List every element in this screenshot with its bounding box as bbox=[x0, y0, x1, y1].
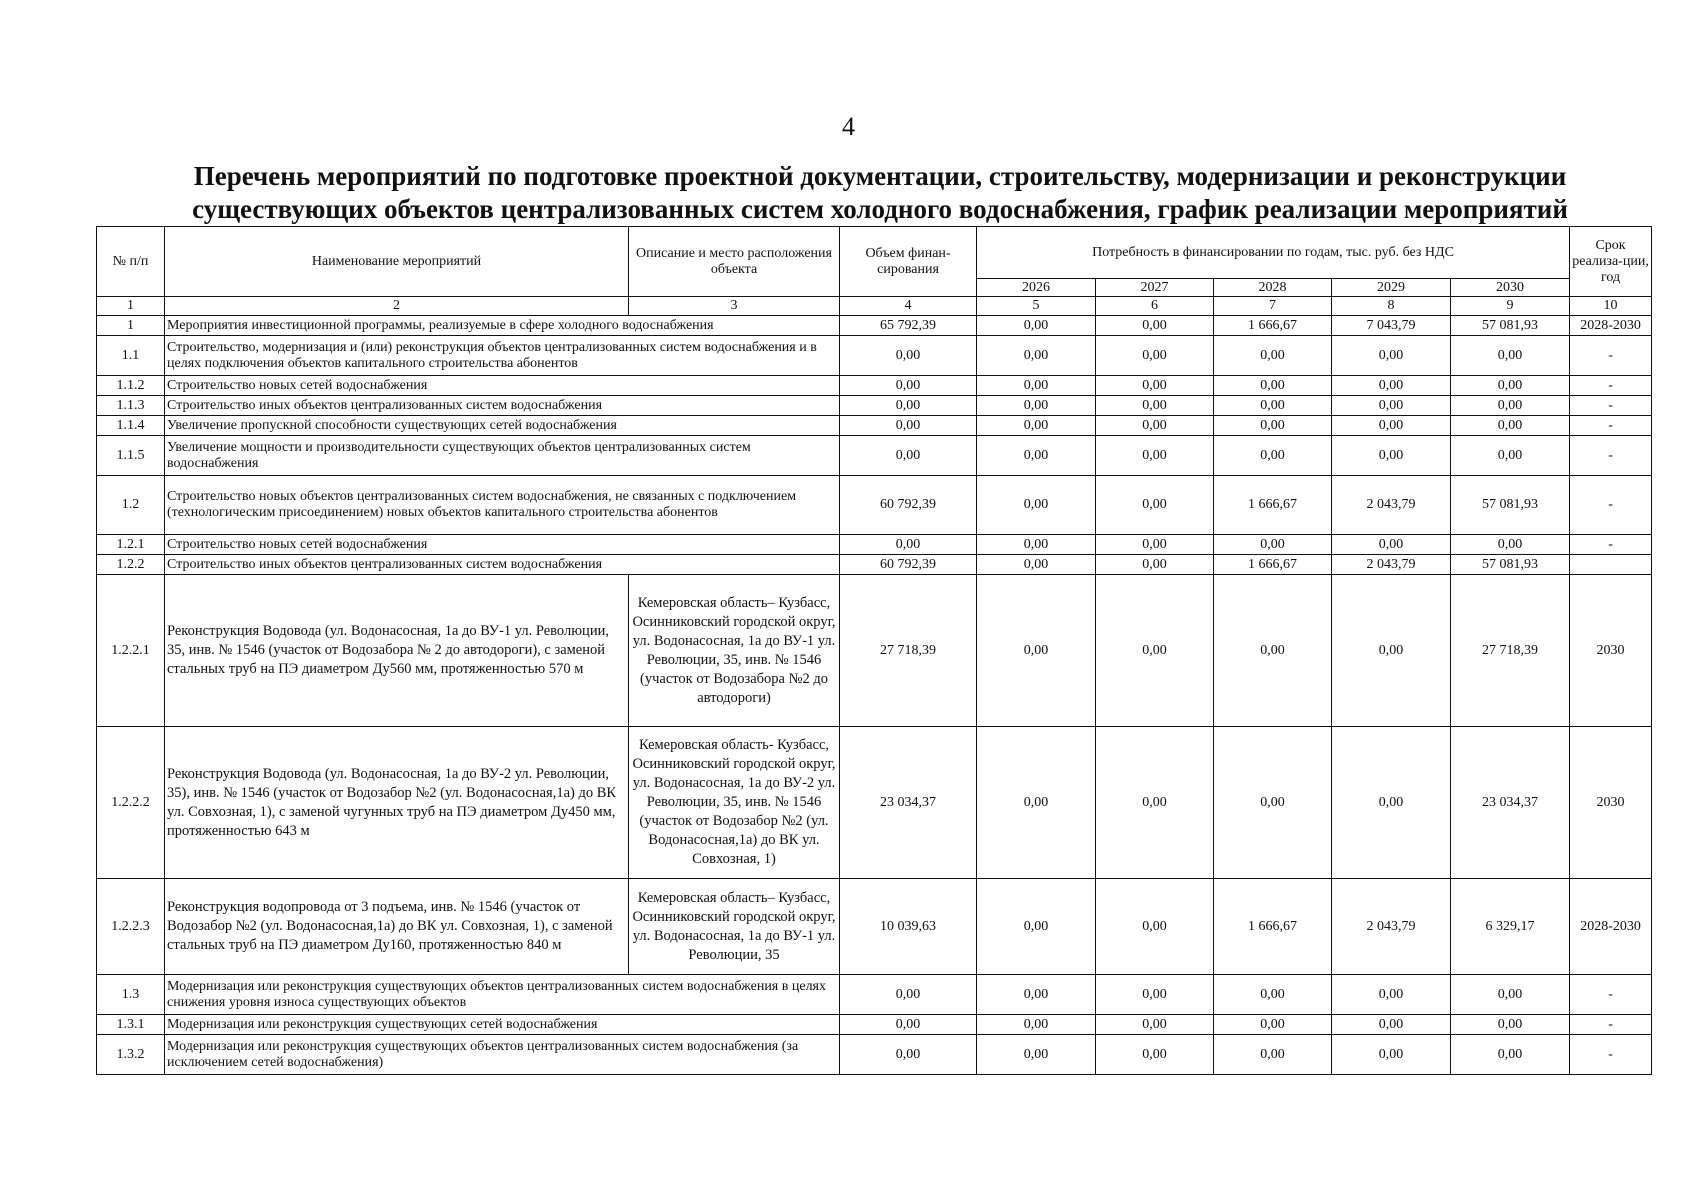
row-term: - bbox=[1570, 535, 1652, 555]
row-value-2026: 0,00 bbox=[977, 535, 1096, 555]
row-value-2029: 0,00 bbox=[1332, 575, 1451, 727]
row-num: 1.1 bbox=[97, 336, 165, 376]
title-line-2: существующих объектов централизованных систем холодного водоснабжения, график реализации мероприятий bbox=[192, 194, 1568, 224]
table-row bbox=[97, 336, 1652, 376]
row-volume: 23 034,37 bbox=[840, 727, 977, 879]
row-term: - bbox=[1570, 476, 1652, 535]
row-value-2028: 1 666,67 bbox=[1214, 879, 1332, 975]
table-row bbox=[97, 476, 1652, 535]
row-value-2030: 0,00 bbox=[1451, 1015, 1570, 1035]
row-volume: 60 792,39 bbox=[840, 555, 977, 575]
row-term: - bbox=[1570, 396, 1652, 416]
row-value-2027: 0,00 bbox=[1096, 1035, 1214, 1075]
row-volume: 0,00 bbox=[840, 535, 977, 555]
row-value-2027: 0,00 bbox=[1096, 336, 1214, 376]
row-value-2027: 0,00 bbox=[1096, 416, 1214, 436]
row-value-2027: 0,00 bbox=[1096, 879, 1214, 975]
row-desc: Кемеровская область- Кузбасс, Осинниковский городской округ, ул. Водонасосная, 1а до ВУ-2 ул. Революции, 35, инв. № 1546 (участок от Водозабор №2 (ул. Водонасосная,1а) до ВК ул. Совхозная, 1) bbox=[629, 727, 840, 879]
row-volume: 60 792,39 bbox=[840, 476, 977, 535]
row-name: Строительство новых сетей водоснабжения bbox=[165, 376, 840, 396]
row-value-2027: 0,00 bbox=[1096, 975, 1214, 1015]
row-term: - bbox=[1570, 376, 1652, 396]
row-value-2027: 0,00 bbox=[1096, 727, 1214, 879]
row-value-2030: 57 081,93 bbox=[1451, 316, 1570, 336]
row-num: 1.2.2.2 bbox=[97, 727, 165, 879]
row-volume: 0,00 bbox=[840, 416, 977, 436]
row-num: 1.2.2.3 bbox=[97, 879, 165, 975]
row-value-2029: 2 043,79 bbox=[1332, 476, 1451, 535]
table-row bbox=[97, 1015, 1652, 1035]
row-value-2030: 0,00 bbox=[1451, 336, 1570, 376]
table-row bbox=[97, 1035, 1652, 1075]
row-volume: 27 718,39 bbox=[840, 575, 977, 727]
column-number: 6 bbox=[1096, 297, 1214, 316]
table-row bbox=[97, 416, 1652, 436]
header-num: № п/п bbox=[97, 227, 165, 297]
row-term: - bbox=[1570, 1035, 1652, 1075]
table-row bbox=[97, 396, 1652, 416]
row-value-2028: 0,00 bbox=[1214, 575, 1332, 727]
row-name: Реконструкция водопровода от 3 подъема, инв. № 1546 (участок от Водозабор №2 (ул. Водонасосная,1а) до ВК ул. Совхозная, 1), с заменой стальных труб на ПЭ диаметром Ду160, протяженностью 840 м bbox=[165, 879, 629, 975]
row-value-2028: 0,00 bbox=[1214, 1035, 1332, 1075]
row-value-2030: 0,00 bbox=[1451, 416, 1570, 436]
row-value-2026: 0,00 bbox=[977, 879, 1096, 975]
row-value-2027: 0,00 bbox=[1096, 575, 1214, 727]
row-name: Реконструкция Водовода (ул. Водонасосная, 1а до ВУ-2 ул. Революции, 35), инв. № 1546 (участок от Водозабор №2 (ул. Водонасосная,1а) до ВК ул. Совхозная, 1), с заменой чугунных труб на ПЭ диаметром Ду450 мм, протяженностью 643 м bbox=[165, 727, 629, 879]
row-term: 2028-2030 bbox=[1570, 316, 1652, 336]
row-num: 1.2.2.1 bbox=[97, 575, 165, 727]
row-value-2029: 0,00 bbox=[1332, 416, 1451, 436]
table-row bbox=[97, 975, 1652, 1015]
row-value-2030: 0,00 bbox=[1451, 535, 1570, 555]
row-num: 1.3.2 bbox=[97, 1035, 165, 1075]
row-value-2026: 0,00 bbox=[977, 975, 1096, 1015]
row-term: - bbox=[1570, 336, 1652, 376]
row-num: 1.1.4 bbox=[97, 416, 165, 436]
row-value-2026: 0,00 bbox=[977, 436, 1096, 476]
row-name: Модернизация или реконструкция существующих сетей водоснабжения bbox=[165, 1015, 840, 1035]
row-value-2028: 0,00 bbox=[1214, 727, 1332, 879]
row-volume: 0,00 bbox=[840, 975, 977, 1015]
header-year: 2028 bbox=[1214, 279, 1332, 297]
row-num: 1.3 bbox=[97, 975, 165, 1015]
row-term: - bbox=[1570, 436, 1652, 476]
row-value-2029: 0,00 bbox=[1332, 376, 1451, 396]
row-num: 1.2.1 bbox=[97, 535, 165, 555]
row-value-2028: 0,00 bbox=[1214, 1015, 1332, 1035]
row-num: 1 bbox=[97, 316, 165, 336]
row-desc: Кемеровская область– Кузбасс, Осинниковский городской округ, ул. Водонасосная, 1а до ВУ-1 ул. Революции, 35 bbox=[629, 879, 840, 975]
row-value-2030: 23 034,37 bbox=[1451, 727, 1570, 879]
row-value-2030: 0,00 bbox=[1451, 975, 1570, 1015]
row-value-2026: 0,00 bbox=[977, 1015, 1096, 1035]
row-value-2028: 0,00 bbox=[1214, 975, 1332, 1015]
header-year: 2030 bbox=[1451, 279, 1570, 297]
column-number: 10 bbox=[1570, 297, 1652, 316]
header-term: Срок реализа-ции, год bbox=[1570, 227, 1652, 297]
title-line-1: Перечень мероприятий по подготовке проектной документации, строительству, модернизации и реконструкции bbox=[193, 161, 1567, 191]
row-name: Увеличение мощности и производительности существующих объектов централизованных систем водоснабжения bbox=[165, 436, 840, 476]
row-value-2028: 1 666,67 bbox=[1214, 476, 1332, 535]
row-volume: 0,00 bbox=[840, 1015, 977, 1035]
row-value-2030: 57 081,93 bbox=[1451, 476, 1570, 535]
row-term: 2030 bbox=[1570, 575, 1652, 727]
row-num: 1.3.1 bbox=[97, 1015, 165, 1035]
row-value-2029: 0,00 bbox=[1332, 436, 1451, 476]
measures-table bbox=[96, 226, 1652, 1075]
row-value-2026: 0,00 bbox=[977, 727, 1096, 879]
row-value-2026: 0,00 bbox=[977, 1035, 1096, 1075]
row-volume: 0,00 bbox=[840, 336, 977, 376]
row-num: 1.2 bbox=[97, 476, 165, 535]
row-value-2029: 2 043,79 bbox=[1332, 555, 1451, 575]
row-name: Модернизация или реконструкция существующих объектов централизованных систем водоснабжения в целях снижения уровня износа существующих объектов bbox=[165, 975, 840, 1015]
row-value-2029: 0,00 bbox=[1332, 975, 1451, 1015]
row-value-2029: 7 043,79 bbox=[1332, 316, 1451, 336]
row-term: 2028-2030 bbox=[1570, 879, 1652, 975]
row-term: - bbox=[1570, 1015, 1652, 1035]
header-year: 2029 bbox=[1332, 279, 1451, 297]
row-value-2028: 0,00 bbox=[1214, 376, 1332, 396]
row-value-2029: 0,00 bbox=[1332, 396, 1451, 416]
row-value-2026: 0,00 bbox=[977, 476, 1096, 535]
header-desc: Описание и место расположения объекта bbox=[629, 227, 840, 297]
row-value-2029: 0,00 bbox=[1332, 535, 1451, 555]
row-num: 1.1.3 bbox=[97, 396, 165, 416]
row-value-2026: 0,00 bbox=[977, 396, 1096, 416]
header-volume: Объем финан-сирования bbox=[840, 227, 977, 297]
header-year: 2027 bbox=[1096, 279, 1214, 297]
row-name: Модернизация или реконструкция существующих объектов централизованных систем водоснабжения (за исключением сетей водоснабжения) bbox=[165, 1035, 840, 1075]
row-value-2027: 0,00 bbox=[1096, 1015, 1214, 1035]
row-value-2027: 0,00 bbox=[1096, 436, 1214, 476]
table-row bbox=[97, 535, 1652, 555]
column-number: 8 bbox=[1332, 297, 1451, 316]
row-value-2028: 1 666,67 bbox=[1214, 555, 1332, 575]
row-value-2030: 6 329,17 bbox=[1451, 879, 1570, 975]
row-value-2029: 2 043,79 bbox=[1332, 879, 1451, 975]
row-value-2026: 0,00 bbox=[977, 316, 1096, 336]
row-value-2028: 0,00 bbox=[1214, 416, 1332, 436]
row-value-2030: 0,00 bbox=[1451, 436, 1570, 476]
row-value-2028: 0,00 bbox=[1214, 535, 1332, 555]
column-number: 5 bbox=[977, 297, 1096, 316]
row-value-2027: 0,00 bbox=[1096, 476, 1214, 535]
row-name: Строительство, модернизация и (или) реконструкция объектов централизованных систем водоснабжения и в целях подключения объектов капитального строительства абонентов bbox=[165, 336, 840, 376]
header-year: 2026 bbox=[977, 279, 1096, 297]
row-value-2029: 0,00 bbox=[1332, 1035, 1451, 1075]
row-value-2027: 0,00 bbox=[1096, 316, 1214, 336]
row-value-2027: 0,00 bbox=[1096, 535, 1214, 555]
row-value-2028: 0,00 bbox=[1214, 436, 1332, 476]
row-value-2027: 0,00 bbox=[1096, 376, 1214, 396]
page-number: 4 bbox=[842, 112, 855, 141]
row-volume: 0,00 bbox=[840, 436, 977, 476]
row-name: Строительство иных объектов централизованных систем водоснабжения bbox=[165, 555, 840, 575]
row-volume: 10 039,63 bbox=[840, 879, 977, 975]
row-value-2030: 0,00 bbox=[1451, 376, 1570, 396]
row-value-2026: 0,00 bbox=[977, 575, 1096, 727]
row-value-2026: 0,00 bbox=[977, 376, 1096, 396]
row-num: 1.2.2 bbox=[97, 555, 165, 575]
row-value-2028: 0,00 bbox=[1214, 396, 1332, 416]
column-number: 3 bbox=[629, 297, 840, 316]
row-value-2029: 0,00 bbox=[1332, 336, 1451, 376]
row-term: - bbox=[1570, 416, 1652, 436]
column-number: 1 bbox=[97, 297, 165, 316]
row-value-2027: 0,00 bbox=[1096, 555, 1214, 575]
row-term: - bbox=[1570, 975, 1652, 1015]
row-num: 1.1.2 bbox=[97, 376, 165, 396]
row-volume: 0,00 bbox=[840, 376, 977, 396]
row-name: Мероприятия инвестиционной программы, реализуемые в сфере холодного водоснабжения bbox=[165, 316, 840, 336]
row-name: Строительство новых сетей водоснабжения bbox=[165, 535, 840, 555]
row-name: Реконструкция Водовода (ул. Водонасосная, 1а до ВУ-1 ул. Революции, 35, инв. № 1546 (участок от Водозабора № 2 до автодороги), с заменой стальных труб на ПЭ диаметром Ду560 мм, протяженностью 570 м bbox=[165, 575, 629, 727]
column-number: 7 bbox=[1214, 297, 1332, 316]
row-volume: 65 792,39 bbox=[840, 316, 977, 336]
table-row bbox=[97, 436, 1652, 476]
row-volume: 0,00 bbox=[840, 1035, 977, 1075]
table-row bbox=[97, 316, 1652, 336]
row-value-2030: 57 081,93 bbox=[1451, 555, 1570, 575]
row-value-2026: 0,00 bbox=[977, 336, 1096, 376]
header-need: Потребность в финансировании по годам, тыс. руб. без НДС bbox=[977, 227, 1570, 279]
table-row bbox=[97, 376, 1652, 396]
row-num: 1.1.5 bbox=[97, 436, 165, 476]
row-value-2029: 0,00 bbox=[1332, 1015, 1451, 1035]
row-value-2027: 0,00 bbox=[1096, 396, 1214, 416]
column-number: 2 bbox=[165, 297, 629, 316]
row-name: Строительство новых объектов централизованных систем водоснабжения, не связанных с подключением (технологическим присоединением) новых объектов капитального строительства абонентов bbox=[165, 476, 840, 535]
row-value-2028: 0,00 bbox=[1214, 336, 1332, 376]
table-row bbox=[97, 727, 1652, 879]
document-title bbox=[150, 160, 1610, 226]
row-term: 2030 bbox=[1570, 727, 1652, 879]
row-term bbox=[1570, 555, 1652, 575]
row-value-2030: 27 718,39 bbox=[1451, 575, 1570, 727]
table-row bbox=[97, 575, 1652, 727]
row-desc: Кемеровская область– Кузбасс, Осинниковский городской округ, ул. Водонасосная, 1а до ВУ-1 ул. Революции, 35, инв. № 1546 (участок от Водозабора №2 до автодороги) bbox=[629, 575, 840, 727]
column-number: 9 bbox=[1451, 297, 1570, 316]
row-volume: 0,00 bbox=[840, 396, 977, 416]
column-number: 4 bbox=[840, 297, 977, 316]
row-name: Увеличение пропускной способности существующих сетей водоснабжения bbox=[165, 416, 840, 436]
table-row bbox=[97, 555, 1652, 575]
row-value-2030: 0,00 bbox=[1451, 396, 1570, 416]
row-value-2026: 0,00 bbox=[977, 416, 1096, 436]
row-value-2029: 0,00 bbox=[1332, 727, 1451, 879]
row-value-2028: 1 666,67 bbox=[1214, 316, 1332, 336]
table-row bbox=[97, 879, 1652, 975]
row-value-2026: 0,00 bbox=[977, 555, 1096, 575]
row-value-2030: 0,00 bbox=[1451, 1035, 1570, 1075]
header-name: Наименование мероприятий bbox=[165, 227, 629, 297]
row-name: Строительство иных объектов централизованных систем водоснабжения bbox=[165, 396, 840, 416]
